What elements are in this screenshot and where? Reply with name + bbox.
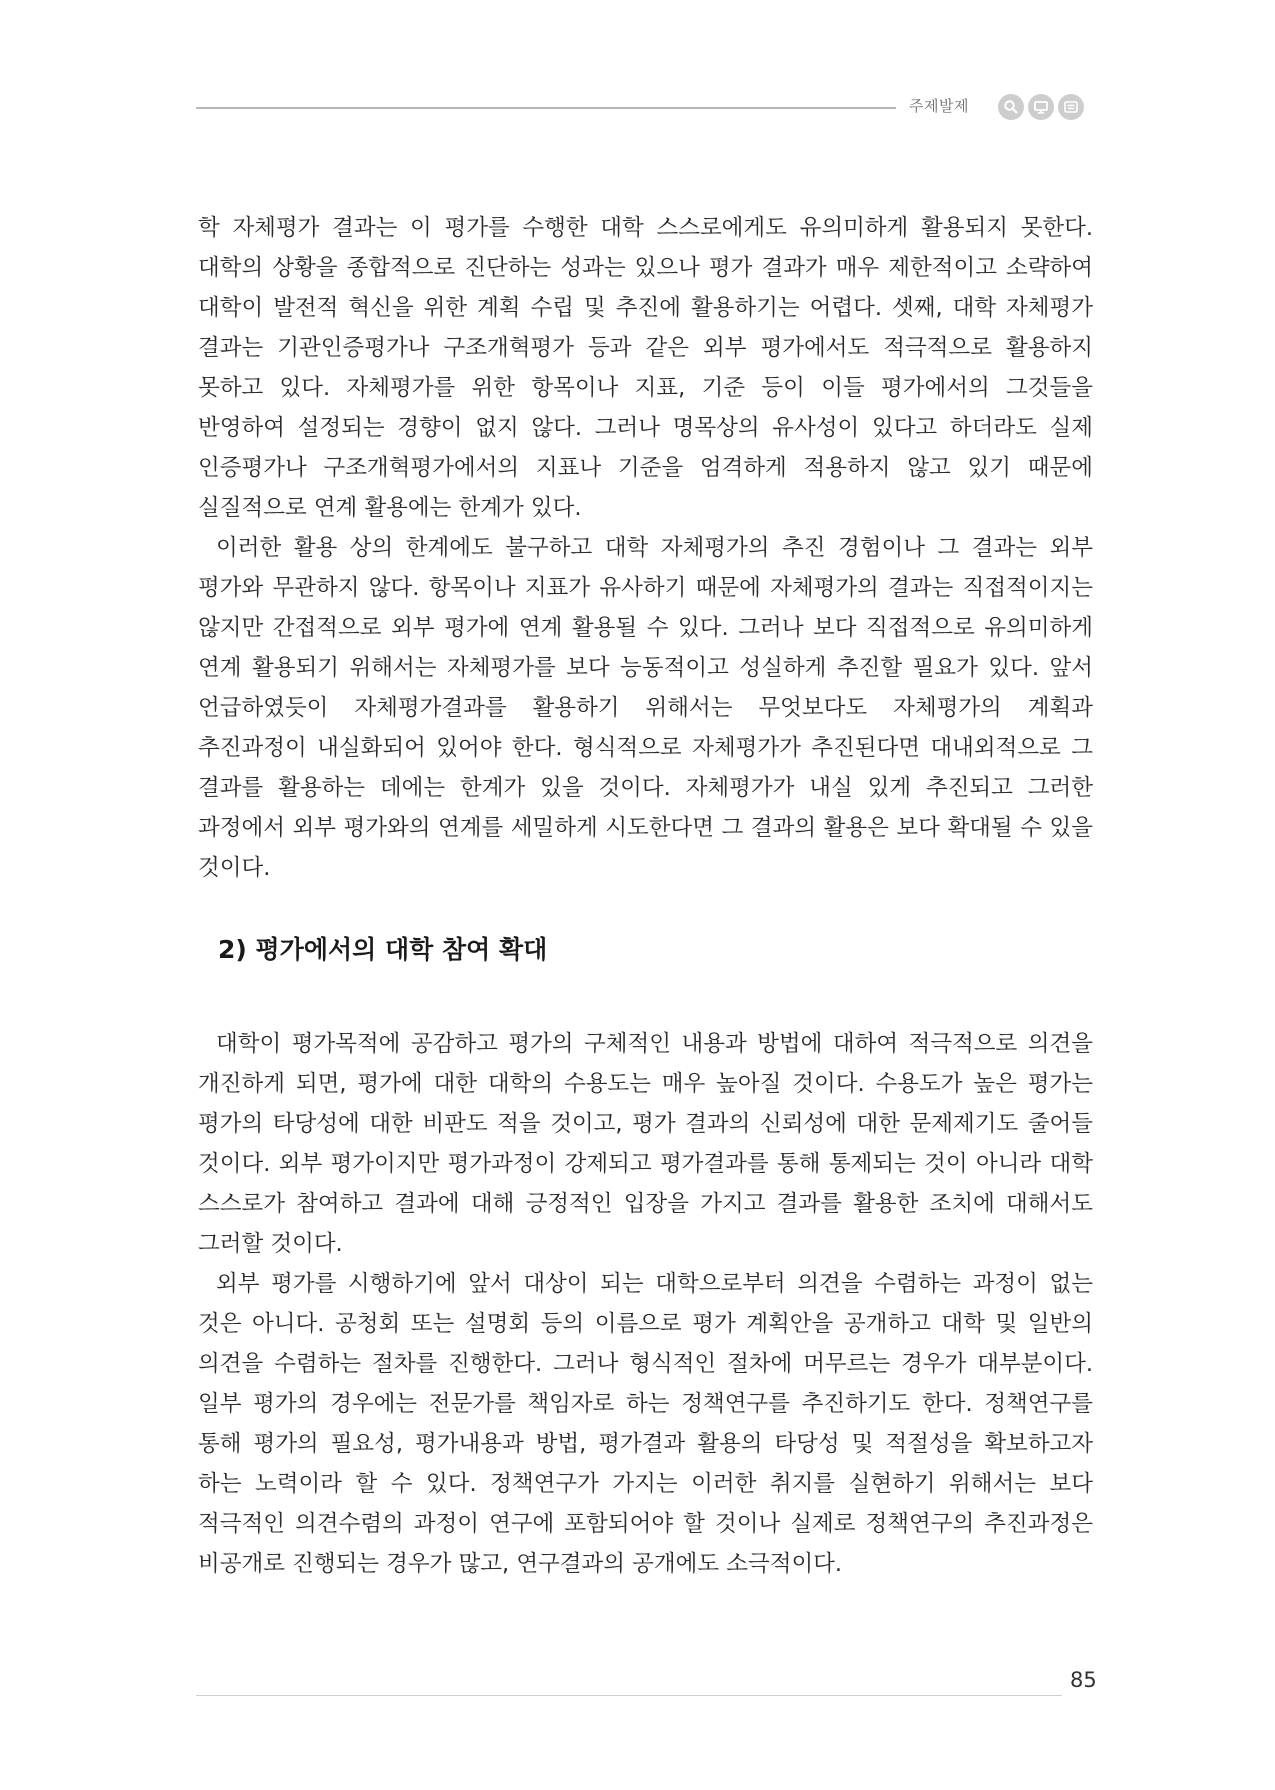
body-paragraph: 외부 평가를 시행하기에 앞서 대상이 되는 대학으로부터 의견을 수렴하는 과정이 없는 것은 아니다. 공청회 또는 설명회 등의 이름으로 평가 계획안을 공개하고 대학 및 일반의 의견을 수렴하는 절차를 진행한다. 그러나 형식적인 절차에 머무르는 경우가 대부분이다. 일부 평가의 경우에는 전문가를 책임자로 하는 정책연구를 추진하기도 한다. 정책연구를 통해 평가의 필요성, 평가내용과 방법, 평가결과 활용의 타당성 및 적절성을 확보하고자 하는 노력이라 할 수 있다. 정책연구가 가지는 이러한 취지를 실현하기 위해서는 보다 적극적인 의견수렴의 과정이 연구에 포함되어야 할 것이나 실제로 정책연구의 추진과정은 비공개로 진행되는 경우가 많고, 연구결과의 공개에도 소극적이다. (198, 1271, 1093, 1577)
section-heading: 2) 평가에서의 대학 참여 확대 (218, 935, 548, 964)
header-divider (196, 107, 896, 109)
list-icon (1058, 94, 1084, 120)
body-paragraph: 대학이 평가목적에 공감하고 평가의 구체적인 내용과 방법에 대하여 적극적으로 의견을 개진하게 되면, 평가에 대한 대학의 수용도는 매우 높아질 것이다. 수용도가 높은 평가는 평가의 타당성에 대한 비판도 적을 것이고, 평가 결과의 신뢰성에 대한 문제제기도 줄어들 것이다. 외부 평가이지만 평가과정이 강제되고 평가결과를 통해 통제되는 것이 아니라 대학 스스로가 참여하고 결과에 대해 긍정적인 입장을 가지고 결과를 활용한 조치에 대해서도 그러할 것이다. (198, 1031, 1093, 1257)
footer-divider (196, 1695, 1062, 1696)
page-number: 85 (1070, 1668, 1097, 1692)
section-title: 주제발제 (909, 97, 969, 115)
page-body (198, 208, 1093, 1584)
header-icon-group (998, 94, 1084, 120)
running-header (196, 92, 1096, 122)
body-paragraph: 이러한 활용 상의 한계에도 불구하고 대학 자체평가의 추진 경험이나 그 결과는 외부 평가와 무관하지 않다. 항목이나 지표가 유사하기 때문에 자체평가의 결과는 직접적이지는 않지만 간접적으로 외부 평가에 연계 활용될 수 있다. 그러나 보다 직접적으로 유의미하게 연계 활용되기 위해서는 자체평가를 보다 능동적이고 성실하게 추진할 필요가 있다. 앞서 언급하였듯이 자체평가결과를 활용하기 위해서는 무엇보다도 자체평가의 계획과 추진과정이 내실화되어 있어야 한다. 형식적으로 자체평가가 추진된다면 대내외적으로 그 결과를 활용하는 데에는 한계가 있을 것이다. 자체평가가 내실 있게 추진되고 그러한 과정에서 외부 평가와의 연계를 세밀하게 시도한다면 그 결과의 활용은 보다 확대될 수 있을 것이다. (198, 535, 1093, 881)
monitor-icon (1028, 94, 1054, 120)
body-paragraph: 학 자체평가 결과는 이 평가를 수행한 대학 스스로에게도 유의미하게 활용되지 못한다. 대학의 상황을 종합적으로 진단하는 성과는 있으나 평가 결과가 매우 제한적이고 소략하여 대학이 발전적 혁신을 위한 계획 수립 및 추진에 활용하기는 어렵다. 셋째, 대학 자체평가 결과는 기관인증평가나 구조개혁평가 등과 같은 외부 평가에서도 적극적으로 활용하지 못하고 있다. 자체평가를 위한 항목이나 지표, 기준 등이 이들 평가에서의 그것들을 반영하여 설정되는 경향이 없지 않다. 그러나 명목상의 유사성이 있다고 하더라도 실제 인증평가나 구조개혁평가에서의 지표나 기준을 엄격하게 적용하지 않고 있기 때문에 실질적으로 연계 활용에는 한계가 있다. (198, 215, 1093, 521)
search-icon (998, 94, 1024, 120)
